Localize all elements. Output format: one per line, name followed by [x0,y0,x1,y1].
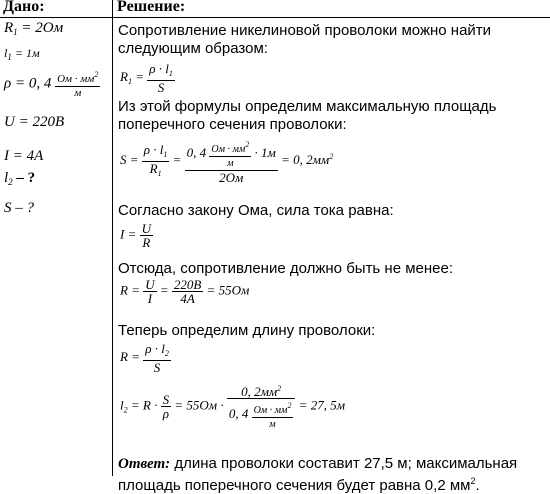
given-rho: ρ = 0, 4 $\frac{Ом \cdot мм^2}{м}$ [4,70,99,99]
given-u: U = 220В [4,114,65,130]
solution-text-6: Отсюда, сопротивление должно быть не менее: [118,260,454,277]
formula-ohm: I = $\frac{U}{R}$ [120,221,151,250]
formula-resistance-length: R = $\frac{\rho \cdot l_2}{S}$ [120,341,169,375]
solution-text-7: Теперь определим длину проволоки: [118,322,376,339]
given-i: I = 4A [4,148,44,164]
given-l1: $l_1 = 1м$ [4,46,40,62]
formula-resistance-value: R = $\frac{U}{I}$ = $\frac{220В}{4A}$ = 55Ом [120,277,250,306]
solution-text-4: поперечного сечения проволоки: [118,116,347,133]
solution-text-1: Сопротивление никелиновой проволоки можно найти [118,22,492,39]
given-l2: $l_2$ – ? [4,170,36,187]
header-divider [0,17,550,18]
given-r1: $R_1 = 2Ом$ [4,20,64,37]
column-divider [112,0,113,476]
formula-length: $l_2 = R$ · $\frac{S}{\rho}$ = 55Ом · 0, $2мм^2$ 0, 4 $\frac{Ом \cdot мм^2}{м}$ = 27, 5м [120,384,346,430]
formula-resistance: $R_1$ = $\frac{\rho \cdot l_1}{S}$ [120,61,173,95]
solution-header: Решение: [117,0,186,15]
formula-area: S = $\frac{\rho \cdot l_1}{R_1}$ = 0, 4 $\frac{Ом \cdot мм^2}{м}$ · 1м 2Ом = 0, $2мм^2$ [120,140,334,185]
solution-text-3: Из этой формулы определим максимальную площадь [118,98,497,115]
solution-text-2: следующим образом: [118,40,268,57]
solution-text-5: Согласно закону Ома, сила тока равна: [118,202,394,219]
given-header: Дано: [3,0,45,15]
answer: Ответ: длина проволоки составит 27,5 м; максимальная площадь поперечного сечения будет равна 0,2 $мм^2$. [118,455,518,494]
given-s: S – ? [4,200,34,216]
